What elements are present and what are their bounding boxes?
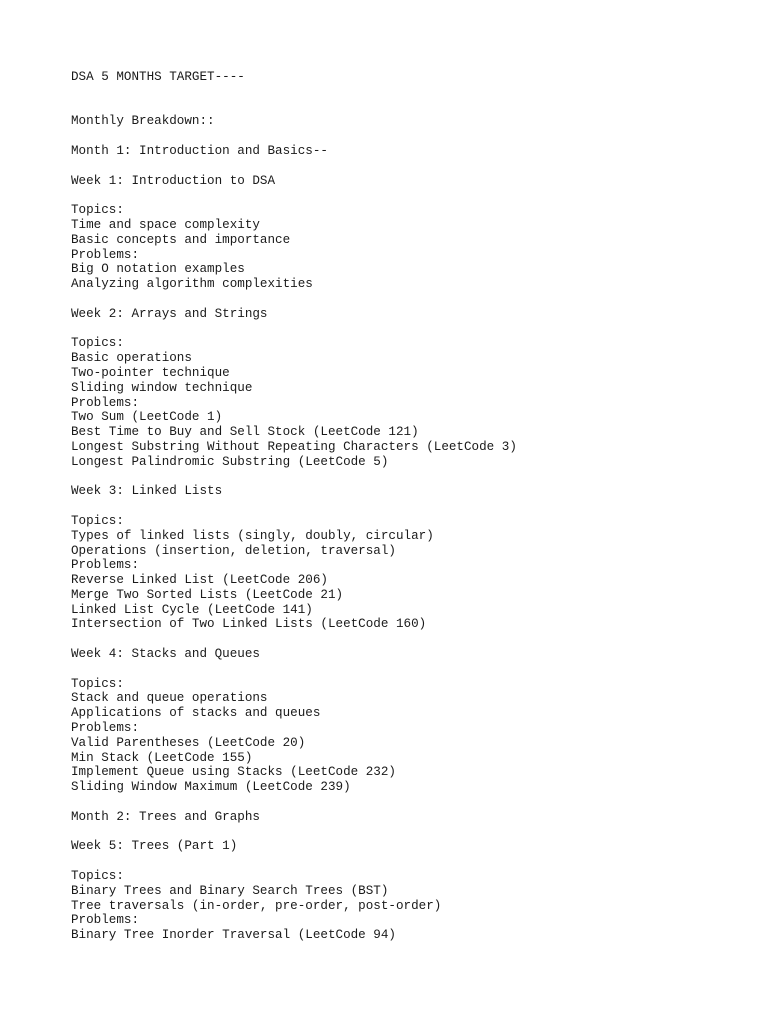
problem-item: Longest Substring Without Repeating Characters (LeetCode 3) <box>71 439 517 454</box>
spacer <box>71 632 751 647</box>
topics-label: Topics: <box>71 336 124 351</box>
topic-item: Operations (insertion, deletion, traversal) <box>71 543 396 558</box>
month-heading: Month 1: Introduction and Basics-- <box>71 143 328 158</box>
problem-item: Binary Tree Inorder Traversal (LeetCode 94) <box>71 928 396 943</box>
problem-item: Big O notation examples <box>71 262 245 277</box>
problems-label: Problems: <box>71 247 140 262</box>
problem-item: Min Stack (LeetCode 155) <box>71 750 253 765</box>
topic-item: Basic operations <box>71 351 192 366</box>
topics-label: Topics: <box>71 869 124 884</box>
problem-item: Intersection of Two Linked Lists (LeetCode 160) <box>71 617 427 632</box>
document-page <box>71 70 751 943</box>
spacer <box>71 470 751 485</box>
week-heading: Week 3: Linked Lists <box>71 484 223 499</box>
topics-label: Topics: <box>71 676 124 691</box>
topic-item: Tree traversals (in-order, pre-order, post-order) <box>71 898 442 913</box>
problems-label: Problems: <box>71 721 140 736</box>
spacer <box>71 85 751 115</box>
spacer <box>71 662 751 677</box>
problems-label: Problems: <box>71 395 140 410</box>
spacer <box>71 188 751 203</box>
topic-item: Time and space complexity <box>71 217 260 232</box>
problem-item: Sliding Window Maximum (LeetCode 239) <box>71 780 351 795</box>
breakdown-heading: Monthly Breakdown:: <box>71 114 215 129</box>
spacer <box>71 499 751 514</box>
topic-item: Stack and queue operations <box>71 691 268 706</box>
spacer <box>71 854 751 869</box>
problem-item: Two Sum (LeetCode 1) <box>71 410 223 425</box>
problem-item: Longest Palindromic Substring (LeetCode 5) <box>71 454 389 469</box>
spacer <box>71 322 751 337</box>
document-title: DSA 5 MONTHS TARGET---- <box>71 70 245 84</box>
topic-item: Types of linked lists (singly, doubly, circular) <box>71 528 434 543</box>
month-heading: Month 2: Trees and Graphs <box>71 809 260 824</box>
topic-item: Binary Trees and Binary Search Trees (BST) <box>71 883 389 898</box>
week-heading: Week 1: Introduction to DSA <box>71 173 276 188</box>
topic-item: Basic concepts and importance <box>71 232 291 247</box>
problem-item: Linked List Cycle (LeetCode 141) <box>71 602 313 617</box>
spacer <box>71 292 751 307</box>
problem-item: Reverse Linked List (LeetCode 206) <box>71 573 328 588</box>
week-heading: Week 4: Stacks and Queues <box>71 647 260 662</box>
week-heading: Week 2: Arrays and Strings <box>71 306 268 321</box>
problem-item: Implement Queue using Stacks (LeetCode 232) <box>71 765 396 780</box>
spacer <box>71 795 751 810</box>
problems-label: Problems: <box>71 558 140 573</box>
topic-item: Applications of stacks and queues <box>71 706 321 721</box>
problem-item: Valid Parentheses (LeetCode 20) <box>71 735 306 750</box>
spacer <box>71 159 751 174</box>
spacer <box>71 129 751 144</box>
topics-label: Topics: <box>71 513 124 528</box>
problem-item: Best Time to Buy and Sell Stock (LeetCode 121) <box>71 425 419 440</box>
spacer <box>71 825 751 840</box>
topic-item: Two-pointer technique <box>71 365 230 380</box>
problem-item: Merge Two Sorted Lists (LeetCode 21) <box>71 587 344 602</box>
problems-label: Problems: <box>71 913 140 928</box>
week-heading: Week 5: Trees (Part 1) <box>71 839 238 854</box>
problem-item: Analyzing algorithm complexities <box>71 277 313 292</box>
topics-label: Topics: <box>71 203 124 218</box>
topic-item: Sliding window technique <box>71 380 253 395</box>
